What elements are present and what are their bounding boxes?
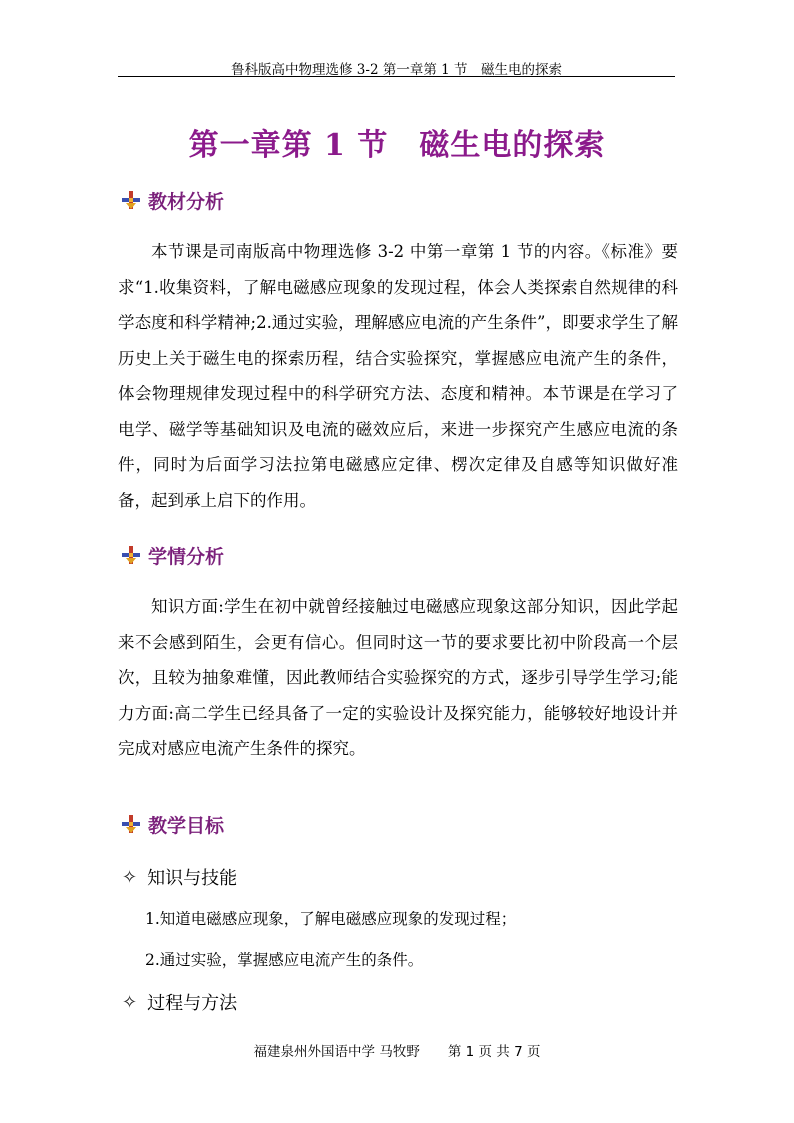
section-paragraph-textbook-analysis: 本节课是司南版高中物理选修 3-2 中第一章第 1 节的内容。《标准》要求“1.收集资料，了解电磁感应现象的发现过程，体会人类探索自然规律的科学态度和科学精神;2.通过实验，理解感应电流的产生条件”，即要求学生了解历史上关于磁生电的探索历程，结合实验探究，掌握感应电流产生的条件，体会物理规律发现过程中的科学研究方法、态度和精神。本节课是在学习了电学、磁学等基础知识及电流的磁效应后，来进一步探究产生感应电流的条件，同时为后面学习法拉第电磁感应定律、楞次定律及自感等知识做好准备，起到承上启下的作用。: [118, 242, 678, 510]
footer-school: 福建泉州外国语中学 马牧野: [253, 1044, 420, 1060]
sub-heading-label: 过程与方法: [147, 993, 238, 1014]
section-heading-label: 教学目标: [148, 814, 225, 837]
sub-heading-process-methods: [122, 989, 237, 1015]
section-heading-label: 学情分析: [148, 545, 225, 568]
section-heading-student-analysis: [120, 542, 224, 568]
sub-heading-label: 知识与技能: [147, 868, 238, 889]
section-heading-textbook-analysis: [120, 187, 224, 213]
objective-item: 2.通过实验，掌握感应电流产生的条件。: [145, 951, 424, 969]
section-bullet-icon: [120, 189, 142, 211]
section-heading-teaching-objectives: [120, 811, 224, 837]
footer-page-number: 第 1 页 共 7 页: [447, 1044, 541, 1060]
objective-item: 1.知道电磁感应现象，了解电磁感应现象的发现过程；: [145, 910, 517, 928]
section-paragraph-student-analysis: 知识方面:学生在初中就曾经接触过电磁感应现象这部分知识，因此学起来不会感到陌生，会更有信心。但同时这一节的要求要比初中阶段高一个层次，且较为抽象难懂，因此教师结合实验探究的方式，逐步引导学生学习;能力方面:高二学生已经具备了一定的实验设计及探究能力，能够较好地设计并完成对感应电流产生条件的探究。: [118, 597, 678, 758]
diamond-icon: ✧: [122, 991, 138, 1013]
header-text: 鲁科版高中物理选修 3-2 第一章第 1 节 磁生电的探索: [231, 62, 562, 78]
page-title: 第一章第 1 节 磁生电的探索: [188, 128, 606, 163]
page-footer: [0, 1040, 794, 1060]
section-heading-label: 教材分析: [148, 190, 225, 213]
page-header: [118, 58, 675, 77]
sub-heading-knowledge-skills: [122, 864, 237, 890]
section-bullet-icon: [120, 813, 142, 835]
section-bullet-icon: [120, 544, 142, 566]
diamond-icon: ✧: [122, 866, 138, 888]
